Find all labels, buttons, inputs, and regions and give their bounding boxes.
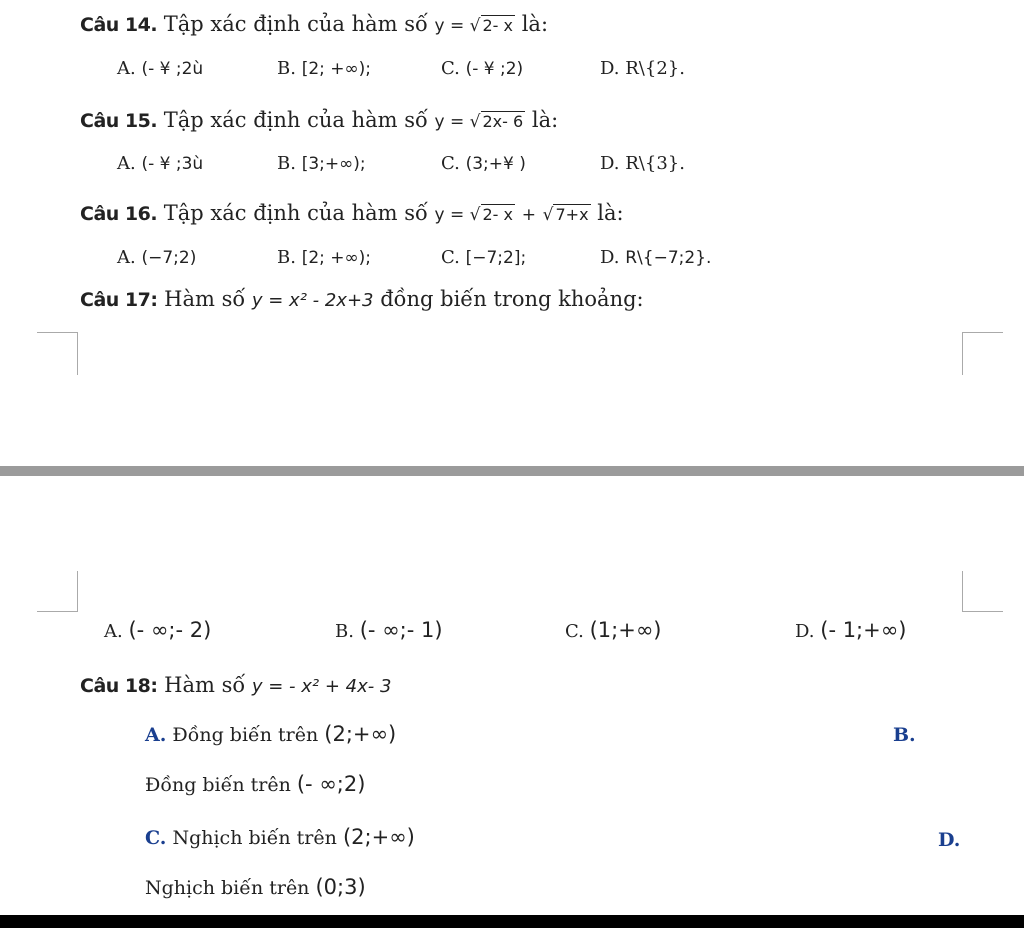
question-tail: đồng biến trong khoảng: <box>380 287 644 311</box>
option-b: Đồng biến trên (- ∞;2) <box>145 772 366 796</box>
question-text: Tập xác định của hàm số <box>163 201 428 225</box>
option-b: B. [2; +∞); <box>277 247 372 268</box>
option-d-label: D. <box>938 829 961 851</box>
option-b: B. [2; +∞); <box>277 58 372 79</box>
question-label: Câu 14. <box>80 14 158 36</box>
option-c: C. (1;+∞) <box>565 618 662 642</box>
question-text: Tập xác định của hàm số <box>163 108 428 132</box>
question-label: Câu 15. <box>80 110 158 132</box>
option-c: C. (3;+¥ ) <box>441 153 526 174</box>
radicand: 2- x <box>482 16 514 35</box>
option-c: C. (- ¥ ;2) <box>441 58 524 79</box>
option-c: C. Nghịch biến trên (2;+∞) <box>145 825 415 849</box>
page-separator <box>0 466 1024 476</box>
question-14: Câu 14. Tập xác định của hàm số y = √ 2- x là: <box>80 12 549 36</box>
radicand-2: 7+x <box>555 205 589 224</box>
question-15: Câu 15. Tập xác định của hàm số y = √ 2x- 6 là: <box>80 108 559 132</box>
option-d: D. R\{2}. <box>600 58 685 79</box>
plus-sign: + <box>521 205 536 225</box>
page-corner-mark <box>37 571 78 612</box>
question-tail: là: <box>521 12 549 36</box>
function-prefix: y = <box>434 112 470 132</box>
option-b: B. (- ∞;- 1) <box>335 618 443 642</box>
question-text: Tập xác định của hàm số <box>163 12 428 36</box>
option-b-label: B. <box>893 724 916 746</box>
question-tail: là: <box>597 201 624 225</box>
question-label: Câu 17: <box>80 289 158 311</box>
question-18 <box>80 673 391 697</box>
screen-bottom-bar <box>0 915 1024 928</box>
function-prefix: y = <box>434 16 470 36</box>
page-corner-mark <box>37 332 78 375</box>
function-prefix: y = <box>434 205 470 225</box>
page-corner-mark <box>962 332 1003 375</box>
radicand: 2x- 6 <box>482 112 524 131</box>
option-a: A. (−7;2) <box>117 247 197 268</box>
option-d: Nghịch biến trên (0;3) <box>145 875 366 899</box>
question-label: Câu 18: <box>80 675 158 697</box>
function: y = x² - 2x+3 <box>251 290 374 311</box>
option-d: D. (- 1;+∞) <box>795 618 907 642</box>
option-a: A. Đồng biến trên (2;+∞) <box>145 722 397 746</box>
radicand-1: 2- x <box>482 205 514 224</box>
question-text: Hàm số <box>164 287 246 311</box>
option-d: D. R\{3}. <box>600 153 685 174</box>
question-17 <box>80 287 644 311</box>
option-a: A. (- ¥ ;3ù <box>117 153 204 174</box>
question-16: Câu 16. Tập xác định của hàm số y = √ 2- x + √ 7+x là: <box>80 201 624 225</box>
option-c: C. [−7;2]; <box>441 247 527 268</box>
option-d: D. R\{−7;2}. <box>600 247 712 268</box>
option-b: B. [3;+∞); <box>277 153 366 174</box>
question-tail: là: <box>531 108 559 132</box>
page-corner-mark <box>962 571 1003 612</box>
option-a: A. (- ¥ ;2ù <box>117 58 204 79</box>
option-a: A. (- ∞;- 2) <box>104 618 212 642</box>
question-label: Câu 16. <box>80 203 158 225</box>
question-text: Hàm số <box>164 673 246 697</box>
function: y = - x² + 4x- 3 <box>251 676 392 697</box>
